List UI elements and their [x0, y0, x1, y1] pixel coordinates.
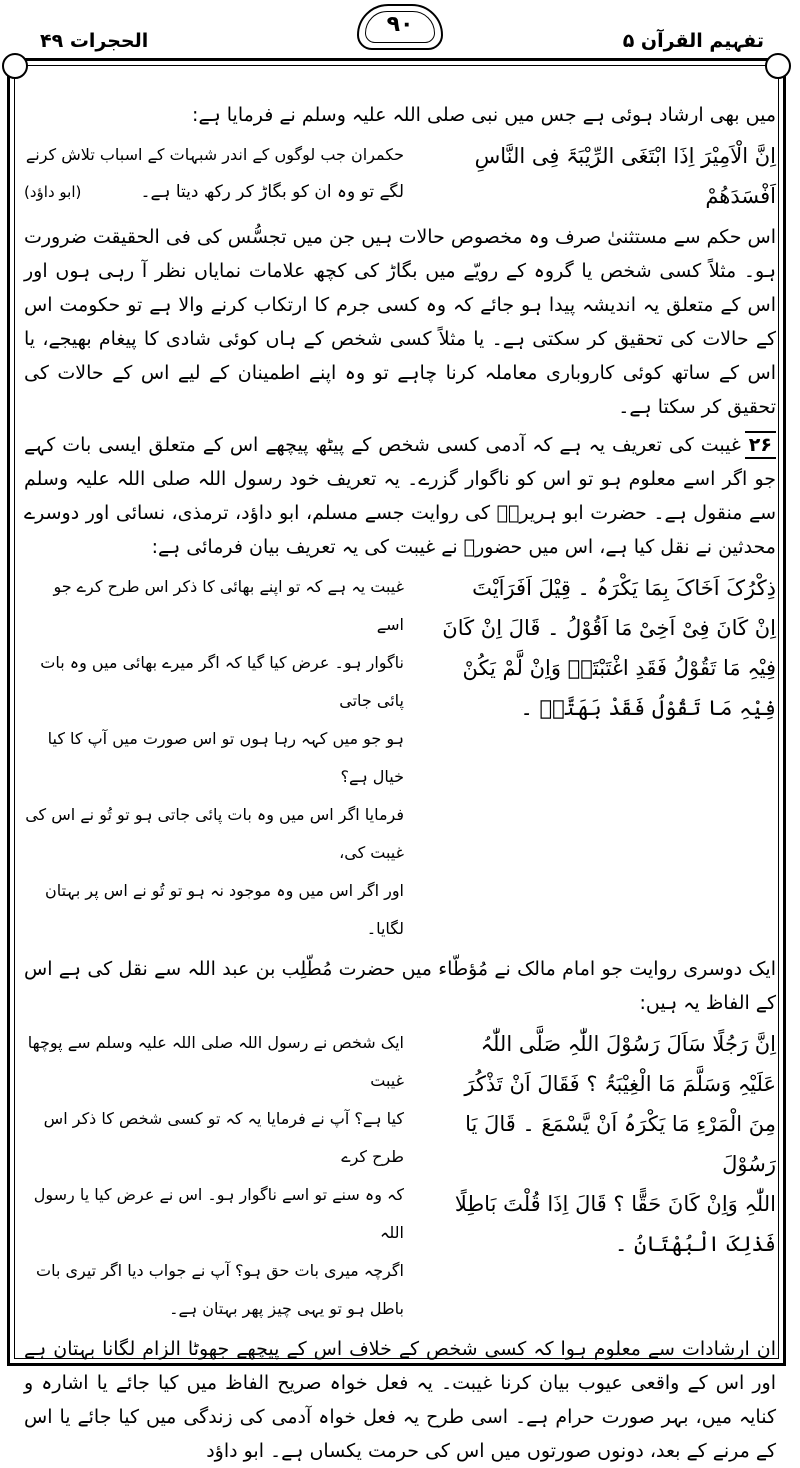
hadith-1-translation: [24, 136, 404, 210]
translation-line: کہ وہ سنے تو اسے ناگوار ہو۔ اس نے عرض کیا یا رسول اللہ: [33, 1185, 404, 1242]
arabic-line: اِنَّ الْاَمِیْرَ اِذَا ابْتَغَی الرِّیْبَۃَ فِی النَّاسِ: [474, 144, 776, 168]
translation-line: اور اگر اس میں وہ موجود نہ ہو تو تُو نے اس پر بہتان لگایا۔: [45, 881, 404, 938]
arabic-line: عَلَیْہِ وَسَلَّمَ مَا الْغِیْبَۃُ ؟ فَقَالَ اَنْ تَذْکُرَ: [464, 1072, 776, 1096]
translation-line: لگے تو وہ ان کو بگاڑ کر رکھ دیتا ہے۔: [140, 182, 404, 202]
paragraph-2: [24, 428, 776, 564]
page-number: ۹۰: [386, 12, 414, 37]
translation-line: ناگوار ہو۔ عرض کیا گیا کہ اگر میرے بھائی میں وہ بات پائی جاتی: [40, 653, 404, 710]
arabic-line: اللّٰہِ وَاِنْ کَانَ حَقًّا ؟ قَالَ اِذَا قُلْتَ بَاطِلًا: [454, 1192, 776, 1216]
hadith-3: [24, 1024, 776, 1328]
translation-line: کیا ہے؟ آپ نے فرمایا یہ کہ تو کسی شخص کا ذکر اس طرح کرے: [43, 1109, 404, 1166]
translation-line: اگرچہ میری بات حق ہو؟ آپ نے جواب دیا اگر تیری بات: [36, 1261, 404, 1280]
arabic-line: ذِکْرُکَ اَخَاکَ بِمَا یَکْرَہُ ۔ قِیْلَ اَفَرَاَیْتَ: [472, 576, 776, 600]
arabic-line: مِنَ الْمَرْءِ مَا یَکْرَہُ اَنْ یَّسْمَعَ ۔ قَالَ یَا رَسُوْلَ: [465, 1112, 776, 1176]
translation-line: ایک شخص نے رسول اللہ صلی اللہ علیہ وسلم سے پوچھا غیبت: [27, 1033, 404, 1090]
page-body: [24, 98, 776, 1462]
corner-ornament-icon: [765, 53, 791, 79]
hadith-1: [24, 136, 776, 216]
arabic-line: فَذٰلِکَ الْبُھْتَانُ ۔: [614, 1232, 776, 1256]
hadith-1-reference: (ابو داؤد): [24, 183, 82, 201]
arabic-line: فِیْہِ مَا تَقُوْلُ فَقَدْ بَھَتَّہٗ ۔: [520, 696, 776, 720]
page-number-ornament: [357, 4, 443, 50]
hadith-2: [24, 568, 776, 948]
arabic-line: فِیْہِ مَا تَقُوْلُ فَقَدِ اغْتَبْتَہٗ وَاِنْ لَّمْ یَکُنْ: [462, 656, 776, 680]
corner-ornament-icon: [2, 53, 28, 79]
arabic-line: اِنَّ رَجُلًا سَاَلَ رَسُوْلَ اللّٰہِ صَلَّی اللّٰہُ: [480, 1032, 776, 1056]
paragraph-2-text: غیبت کی تعریف یہ ہے کہ آدمی کسی شخص کے پیٹھ پیچھے اس کے متعلق ایسی بات کہے جو اگر اسے معلوم ہو تو اس کو ناگوار گزرے۔ یہ تعریف خود رسول اللہ صلی اللہ علیہ وسلم سے منقول ہے۔ حضرت ابو ہریرہؓ کی روایت جسے مسلم، ابو داؤد، ترمذی، نسائی اور دوسرے محدثین نے نقل کیا ہے، اس میں حضورؐ نے غیبت کی یہ تعریف بیان فرمائی ہے:: [24, 434, 776, 558]
translation-line: ہو جو میں کہہ رہا ہوں تو اس صورت میں آپ کا کیا خیال ہے؟: [47, 729, 404, 786]
intro-text: میں بھی ارشاد ہوئی ہے جس میں نبی صلی اللہ علیہ وسلم نے فرمایا ہے:: [192, 104, 776, 126]
translation-line: باطل ہو تو یہی چیز پھر بہتان ہے۔: [169, 1299, 404, 1318]
translation-line-with-ref: [24, 174, 404, 210]
surah-reference: الحجرات ۴۹: [40, 30, 149, 52]
translation-line: غیبت یہ ہے کہ تو اپنے بھائی کا ذکر اس طرح کرے جو اسے: [53, 577, 404, 634]
hadith-2-translation: [24, 568, 404, 948]
footnote-number: ۲۶: [745, 431, 776, 459]
paragraph-4: ان ارشادات سے معلوم ہوا کہ کسی شخص کے خلاف اس کے پیچھے جھوٹا الزام لگانا بہتان ہے اور اس کے واقعی عیوب بیان کرنا غیبت۔ یہ فعل خواہ صریح الفاظ میں کیا جائے یا اشارہ و کنایہ میں، بہر صورت حرام ہے۔ اسی طرح یہ فعل خواہ آدمی کی زندگی میں کیا جائے یا اس کے مرنے کے بعد، دونوں صورتوں میں اس کی حرمت یکساں ہے۔ ابو داؤد: [24, 1338, 776, 1462]
paragraph-3: ایک دوسری روایت جو امام مالک نے مُؤطّاء میں حضرت مُطّلِب بن عبد اللہ سے نقل کی ہے اس کے الفاظ یہ ہیں:: [24, 958, 776, 1014]
page-header: [0, 0, 800, 62]
arabic-line: اَفْسَدَھُمْ: [705, 184, 776, 208]
hadith-3-translation: [24, 1024, 404, 1328]
translation-line: فرمایا اگر اس میں وہ بات پائی جاتی ہو تو تُو نے اس کی غیبت کی،: [25, 805, 404, 862]
book-title: تفہیم القرآن ۵: [622, 30, 764, 52]
translation-line: حکمران جب لوگوں کے اندر شبہات کے اسباب تلاش کرنے: [25, 145, 404, 164]
hadith-2-arabic: [416, 568, 776, 728]
arabic-line: اِنْ کَانَ فِیْ اَخِیْ مَا اَقُوْلُ ۔ قَالَ اِنْ کَانَ: [442, 616, 776, 640]
paragraph-1: اس حکم سے مستثنیٰ صرف وہ مخصوص حالات ہیں جن میں تجسُّس کی فی الحقیقت ضرورت ہو۔ مثلاً کسی شخص یا گروہ کے رویّے میں بگاڑ کی کچھ علامات نمایاں نظر آ رہی ہوں اور اس کے متعلق یہ اندیشہ پیدا ہو جائے کہ وہ کسی جرم کا ارتکاب کرنے والا ہے تو حکومت اس کے حالات کی تحقیق کر سکتی ہے۔ یا مثلاً کسی شخص کے ہاں کوئی شادی کا پیغام بھیجے، یا اس کے ساتھ کوئی کاروباری معاملہ کرنا چاہے تو وہ اپنے اطمینان کے لیے اس کے حالات کی تحقیق کر سکتا ہے۔: [24, 226, 776, 418]
hadith-3-arabic: [416, 1024, 776, 1264]
hadith-1-arabic: [416, 136, 776, 216]
